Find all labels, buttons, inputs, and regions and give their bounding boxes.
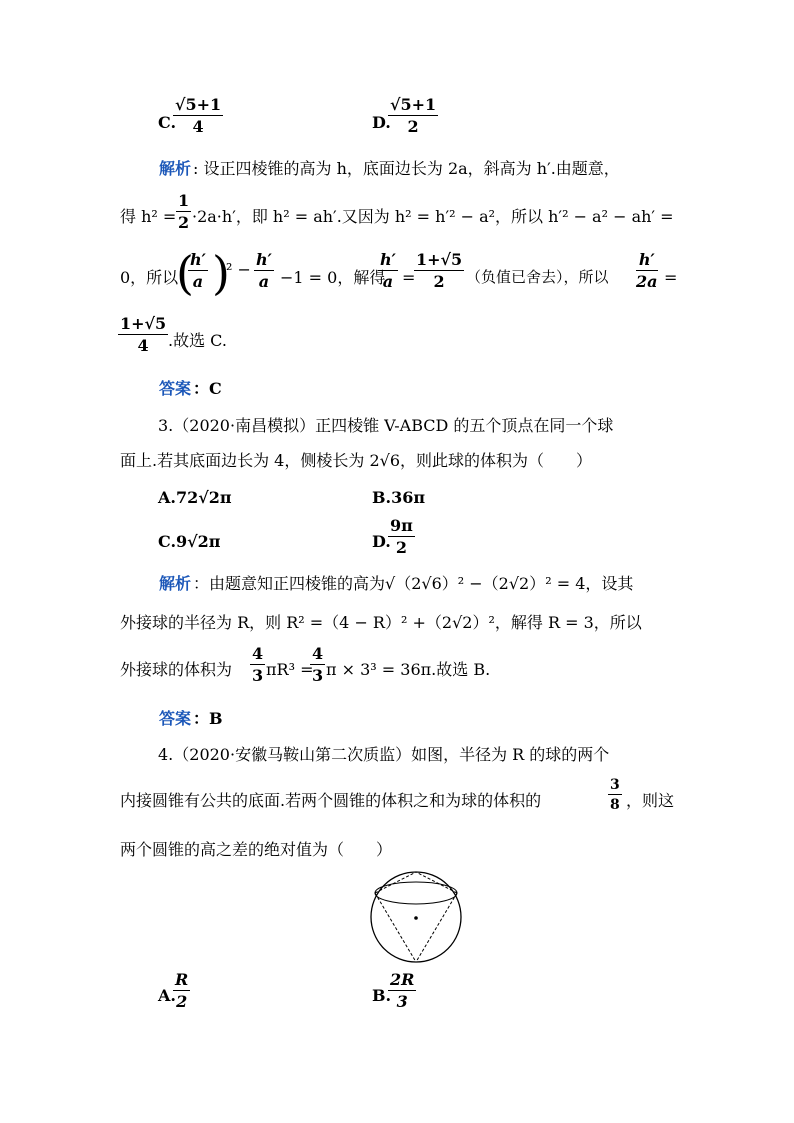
analysis-line3-eq: = (402, 268, 416, 287)
analysis-line3-end: = (664, 268, 678, 287)
center-dot (414, 916, 418, 920)
lower-cone-left (375, 893, 416, 962)
q3-analysis-frac1: $\frac{4}{3}$ (252, 644, 264, 685)
analysis-line3-frac5: $\frac{h'}{2a}$ (636, 250, 658, 291)
q4-stem-line1: 4.（2020·安徽马鞍山第二次质监）如图，半径为 R 的球的两个 (158, 745, 610, 764)
analysis-label: 解析 (159, 159, 192, 178)
q3-analysis-line3-post: π × 3³ = 36π.故选 B. (326, 660, 491, 679)
option-c-label: C. (158, 113, 177, 132)
analysis-line3-frac1: $\frac{h'}{a}$ (190, 250, 206, 291)
sphere-cones-figure (368, 868, 464, 966)
q3-option-c: C.9√2π (158, 532, 221, 551)
answer-label: 答案 (159, 379, 192, 398)
analysis-line1: : 设正四棱锥的高为 h，底面边长为 2a，斜高为 h′.由题意， (193, 159, 620, 178)
q4-stem-line2-post: ，则这 (626, 791, 675, 810)
analysis-line3-post: （负值已舍去），所以 (466, 268, 609, 286)
right-paren: ) (212, 246, 230, 300)
q3-analysis-line3-pre: 外接球的体积为 (120, 660, 233, 679)
q4-option-b-label: B. (372, 986, 392, 1005)
analysis-line3-frac4: $\frac{1+√5}{2}$ (416, 250, 463, 291)
q3-analysis-frac2: $\frac{4}{3}$ (312, 644, 324, 685)
analysis-line3-pre: 0，所以 (120, 268, 179, 287)
option-c-fraction: $\frac{√5+1}{4}$ (175, 95, 222, 136)
analysis-line2-pre: 得 h² = (120, 207, 177, 226)
q3-option-a: A.72√2π (158, 488, 232, 507)
analysis-line3-mid: ² − (226, 260, 251, 279)
analysis-line2-fraction: $\frac{1}{2}$ (178, 191, 190, 232)
analysis-line3-mid2: −1 = 0，解得 (280, 268, 386, 287)
analysis-line4-post: .故选 C. (168, 331, 227, 350)
q3-option-d-fraction: $\frac{9\pi}{2}$ (390, 516, 413, 557)
q3-analysis-line1: ：由题意知正四棱锥的高为√（2√6）² −（2√2）² = 4，设其 (193, 574, 634, 593)
option-d-fraction: $\frac{√5+1}{2}$ (390, 95, 437, 136)
analysis-line3-frac3: $\frac{h'}{a}$ (380, 250, 396, 291)
q3-analysis-line3-mid: πR³ = (266, 660, 314, 679)
q3-answer-value: ：B (193, 709, 223, 728)
q4-stem-line2-pre: 内接圆锥有公共的底面.若两个圆锥的体积之和为球的体积的 (120, 791, 542, 810)
q4-option-b-fraction: $\frac{2R}{3}$ (390, 970, 415, 1011)
left-paren: ( (176, 246, 194, 300)
q4-stem-fraction: $\frac{3}{8}$ (610, 777, 620, 813)
base-ellipse (375, 882, 457, 904)
q4-option-a-label: A. (158, 986, 176, 1005)
analysis-line3-frac2: $\frac{h'}{a}$ (256, 250, 272, 291)
q3-stem-line1: 3.（2020·南昌模拟）正四棱锥 V-ABCD 的五个顶点在同一个球 (158, 416, 614, 435)
q3-analysis-line2: 外接球的半径为 R，则 R² =（4 − R）² +（2√2）²，解得 R = 3，所以 (120, 613, 642, 632)
analysis-line2-post: ·2a·h′，即 h² = ah′.又因为 h² = h′² − a²，所以 h′² − a² − ah′ = (192, 207, 674, 226)
option-d-label: D. (372, 113, 391, 132)
q3-analysis-label: 解析 (159, 574, 192, 593)
q3-answer-label: 答案 (159, 709, 192, 728)
analysis-line4-fraction: $\frac{1+√5}{4}$ (120, 314, 167, 355)
q3-option-d-label: D. (372, 532, 391, 551)
q4-stem-line3: 两个圆锥的高之差的绝对值为（ ） (120, 840, 393, 859)
q3-stem-line2: 面上.若其底面边长为 4，侧棱长为 2√6，则此球的体积为（ ） (120, 451, 592, 470)
q3-option-b: B.36π (372, 488, 426, 507)
answer-value: ：C (193, 379, 222, 398)
q4-option-a-fraction: $\frac{R}{2}$ (175, 970, 189, 1011)
lower-cone-right (416, 893, 457, 962)
